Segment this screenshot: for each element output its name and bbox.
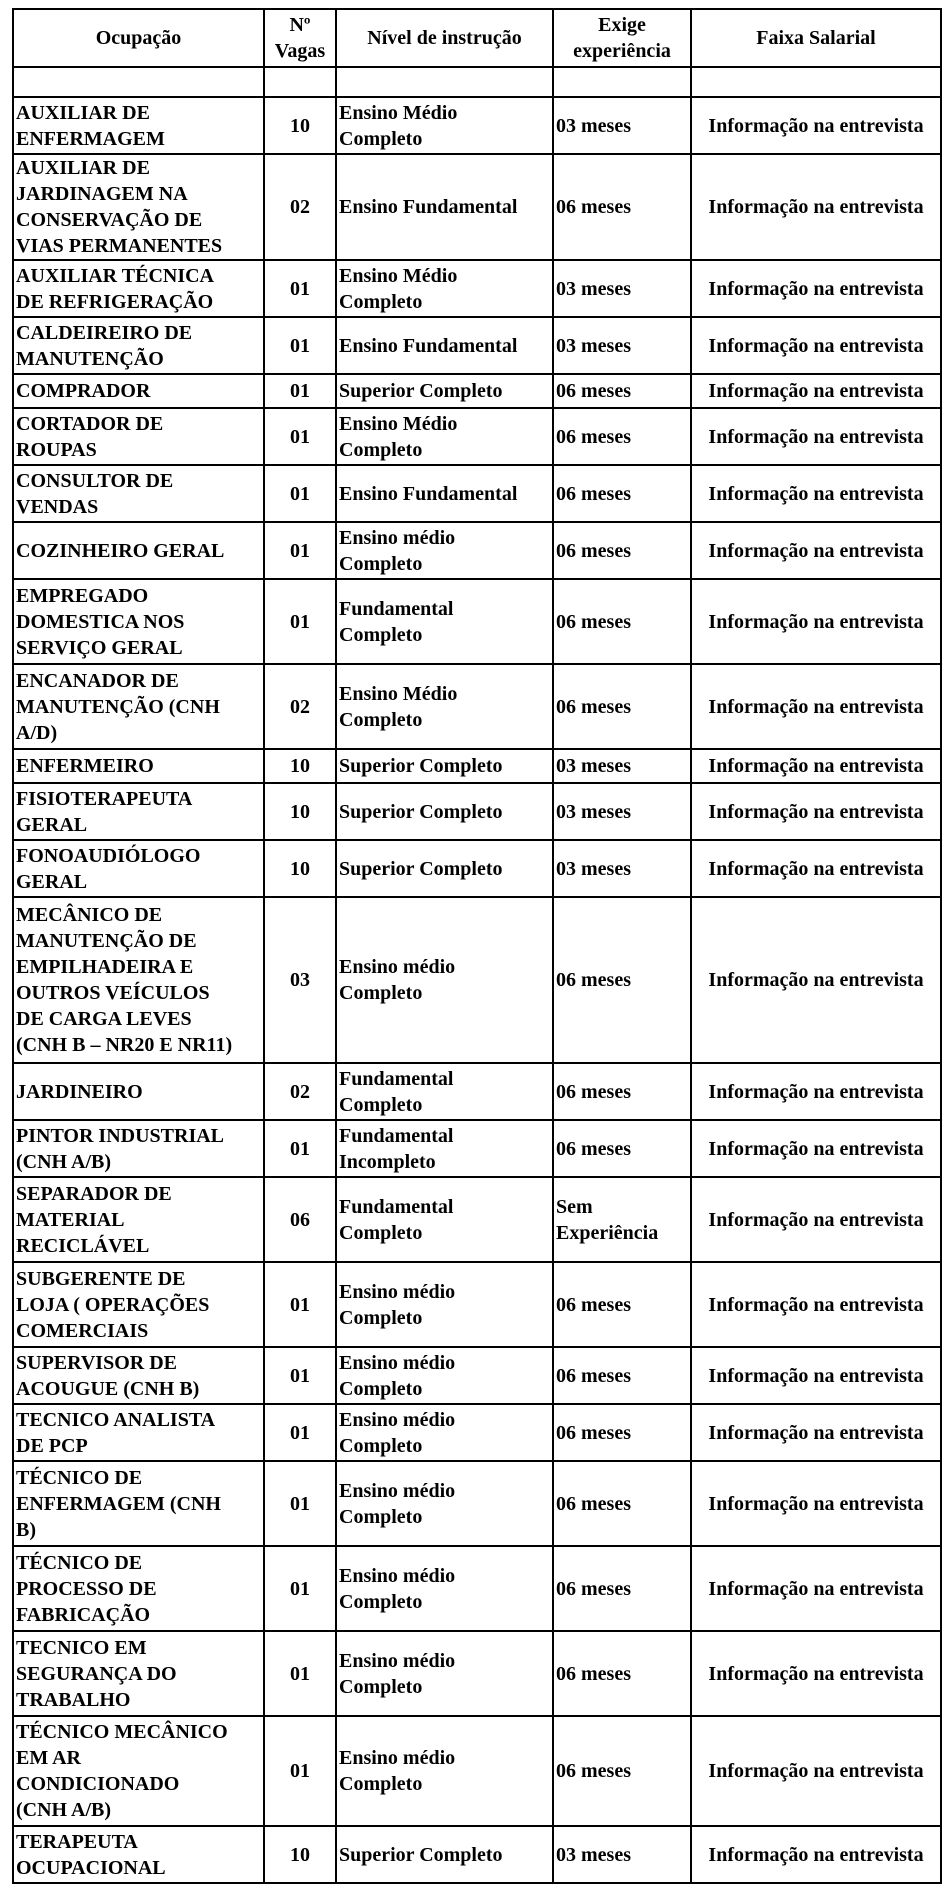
- cell-occupation: [13, 1461, 264, 1546]
- cell-salary: [691, 522, 941, 579]
- cell-salary: [691, 1631, 941, 1716]
- cell-vacancies: [264, 579, 336, 664]
- cell-vacancies-text: 01: [290, 1293, 310, 1316]
- cell-education: [336, 317, 553, 374]
- cell-occupation-text: JARDINEIRO: [16, 1080, 143, 1103]
- cell-experience-text: 06 meses: [556, 1364, 631, 1387]
- cell-salary-text: Informação na entrevista: [708, 277, 924, 300]
- table-row: [13, 1063, 941, 1120]
- table-row: [13, 1262, 941, 1347]
- cell-education-text: Ensino médio Completo: [339, 1479, 456, 1528]
- cell-occupation: [13, 1546, 264, 1631]
- cell-vacancies: [264, 749, 336, 783]
- cell-salary: [691, 154, 941, 260]
- cell-salary: [691, 579, 941, 664]
- cell-education-text: Ensino médio Completo: [339, 1649, 456, 1698]
- cell-experience-text: 03 meses: [556, 334, 631, 357]
- cell-education-text: Ensino médio Completo: [339, 1351, 456, 1400]
- cell-education-text: Superior Completo: [339, 1843, 503, 1866]
- cell-occupation: [13, 1631, 264, 1716]
- cell-education: [336, 408, 553, 465]
- cell-salary: [691, 260, 941, 317]
- cell-salary-text: Informação na entrevista: [708, 1137, 924, 1160]
- cell-experience: [553, 1177, 691, 1262]
- cell-education: [336, 1461, 553, 1546]
- table-row: [13, 664, 941, 749]
- job-vacancies-table: [12, 8, 942, 1884]
- cell-education: [336, 465, 553, 522]
- cell-experience: [553, 1120, 691, 1177]
- cell-occupation-text: TECNICO EM SEGURANÇA DO TRABALHO: [16, 1636, 177, 1711]
- cell-salary: [691, 1063, 941, 1120]
- cell-occupation: [13, 97, 264, 154]
- cell-experience: [553, 1262, 691, 1347]
- cell-salary-text: Informação na entrevista: [708, 1080, 924, 1103]
- cell-salary-text: Informação na entrevista: [708, 334, 924, 357]
- cell-education-text: Ensino Fundamental: [339, 482, 518, 505]
- cell-education: [336, 97, 553, 154]
- cell-occupation-text: FISIOTERAPEUTA GERAL: [16, 787, 193, 836]
- cell-experience-text: 06 meses: [556, 1662, 631, 1685]
- cell-salary-text: Informação na entrevista: [708, 857, 924, 880]
- cell-education: [336, 522, 553, 579]
- cell-occupation: [13, 408, 264, 465]
- cell-salary: [691, 465, 941, 522]
- cell-experience-text: 06 meses: [556, 610, 631, 633]
- cell-experience-text: 06 meses: [556, 1577, 631, 1600]
- cell-occupation: [13, 154, 264, 260]
- cell-vacancies: [264, 154, 336, 260]
- cell-vacancies: [264, 1177, 336, 1262]
- cell-experience: [553, 1063, 691, 1120]
- cell-occupation: [13, 1120, 264, 1177]
- cell-education: [336, 1716, 553, 1826]
- table-row: [13, 317, 941, 374]
- cell-experience: [553, 664, 691, 749]
- cell-vacancies: [264, 1120, 336, 1177]
- cell-vacancies: [264, 840, 336, 897]
- cell-vacancies-text: 01: [290, 425, 310, 448]
- cell-salary-text: Informação na entrevista: [708, 114, 924, 137]
- cell-experience: [553, 579, 691, 664]
- table-body: [13, 67, 941, 1883]
- cell-vacancies: [264, 465, 336, 522]
- header-education: Nível de instrução: [336, 9, 553, 67]
- cell-education: [336, 749, 553, 783]
- cell-salary-text: Informação na entrevista: [708, 539, 924, 562]
- cell-education: [336, 1262, 553, 1347]
- cell-education-text: Fundamental Incompleto: [339, 1124, 454, 1173]
- cell-experience-text: 06 meses: [556, 969, 631, 991]
- cell-experience-text: 06 meses: [556, 695, 631, 718]
- cell-occupation: [13, 522, 264, 579]
- cell-vacancies-text: 01: [290, 539, 310, 562]
- cell-vacancies-text: 02: [290, 695, 310, 718]
- cell-salary: [691, 1461, 941, 1546]
- cell-education-text: Fundamental Completo: [339, 1067, 454, 1116]
- cell-experience: [553, 260, 691, 317]
- cell-occupation-text: SUPERVISOR DE ACOUGUE (CNH B): [16, 1351, 200, 1400]
- cell-occupation: [13, 664, 264, 749]
- cell-vacancies: [264, 260, 336, 317]
- cell-vacancies: [264, 67, 336, 97]
- cell-experience: [553, 154, 691, 260]
- cell-vacancies: [264, 317, 336, 374]
- cell-experience: [553, 408, 691, 465]
- cell-vacancies: [264, 1347, 336, 1404]
- cell-occupation-text: SUBGERENTE DE LOJA ( OPERAÇÕES COMERCIAIS: [16, 1267, 210, 1342]
- cell-occupation: [13, 840, 264, 897]
- cell-occupation: [13, 1262, 264, 1347]
- cell-education-text: Superior Completo: [339, 857, 503, 880]
- header-experience: Exige experiência: [553, 9, 691, 67]
- cell-occupation: [13, 1404, 264, 1461]
- cell-salary-text: Informação na entrevista: [708, 1662, 924, 1685]
- cell-vacancies-text: 01: [290, 1760, 310, 1782]
- cell-education: [336, 840, 553, 897]
- cell-vacancies: [264, 1461, 336, 1546]
- cell-vacancies-text: 01: [290, 1421, 310, 1444]
- cell-education-text: Ensino médio Completo: [339, 1564, 456, 1613]
- cell-salary: [691, 374, 941, 408]
- cell-occupation-text: TÉCNICO DE ENFERMAGEM (CNH B): [16, 1466, 221, 1541]
- cell-salary: [691, 317, 941, 374]
- cell-experience-text: 06 meses: [556, 1421, 631, 1444]
- cell-vacancies: [264, 1546, 336, 1631]
- cell-salary-text: Informação na entrevista: [708, 1208, 924, 1231]
- table-row: [13, 1716, 941, 1826]
- cell-salary-text: Informação na entrevista: [708, 1293, 924, 1316]
- table-header-row: [13, 9, 941, 67]
- table-row: [13, 522, 941, 579]
- cell-salary: [691, 1177, 941, 1262]
- cell-salary: [691, 840, 941, 897]
- cell-experience: [553, 1347, 691, 1404]
- cell-vacancies-text: 10: [290, 800, 310, 823]
- cell-education: [336, 1347, 553, 1404]
- table-row: [13, 579, 941, 664]
- table-row: [13, 154, 941, 260]
- cell-education: [336, 1826, 553, 1883]
- cell-experience-text: 03 meses: [556, 277, 631, 300]
- cell-occupation-text: TERAPEUTA OCUPACIONAL: [16, 1830, 166, 1879]
- cell-experience-text: 06 meses: [556, 1080, 631, 1103]
- table-row: [13, 1826, 941, 1883]
- cell-experience-text: 03 meses: [556, 800, 631, 823]
- table-row: [13, 260, 941, 317]
- cell-salary-text: Informação na entrevista: [708, 1843, 924, 1866]
- cell-education: [336, 1063, 553, 1120]
- cell-education: [336, 1546, 553, 1631]
- table-row: [13, 1461, 941, 1546]
- cell-vacancies: [264, 374, 336, 408]
- cell-education: [336, 374, 553, 408]
- cell-experience: [553, 97, 691, 154]
- cell-salary-text: Informação na entrevista: [708, 755, 924, 777]
- table-row: [13, 840, 941, 897]
- cell-education-text: Ensino médio Completo: [339, 1280, 456, 1329]
- cell-salary-text: Informação na entrevista: [708, 482, 924, 505]
- cell-occupation: [13, 1063, 264, 1120]
- cell-education-text: Ensino Médio Completo: [339, 412, 458, 461]
- cell-salary-text: Informação na entrevista: [708, 1421, 924, 1444]
- cell-experience: [553, 67, 691, 97]
- cell-occupation: [13, 749, 264, 783]
- cell-education: [336, 1404, 553, 1461]
- cell-education-text: Fundamental Completo: [339, 597, 454, 646]
- cell-education-text: Superior Completo: [339, 755, 503, 777]
- cell-vacancies: [264, 1262, 336, 1347]
- table-row: [13, 465, 941, 522]
- cell-occupation-text: COZINHEIRO GERAL: [16, 539, 225, 562]
- cell-experience: [553, 1461, 691, 1546]
- cell-education-text: Ensino médio Completo: [339, 956, 456, 1004]
- cell-salary-text: Informação na entrevista: [708, 196, 924, 218]
- cell-salary: [691, 1262, 941, 1347]
- cell-experience: [553, 840, 691, 897]
- cell-education-text: Ensino Médio Completo: [339, 101, 458, 150]
- cell-experience: [553, 749, 691, 783]
- cell-salary-text: Informação na entrevista: [708, 425, 924, 448]
- cell-experience-text: 03 meses: [556, 857, 631, 880]
- table-row: [13, 374, 941, 408]
- cell-occupation: [13, 783, 264, 840]
- cell-education: [336, 260, 553, 317]
- cell-occupation-text: AUXILIAR DE JARDINAGEM NA CONSERVAÇÃO DE VIAS PERMANENTES: [16, 157, 223, 257]
- cell-occupation-text: SEPARADOR DE MATERIAL RECICLÁVEL: [16, 1182, 172, 1257]
- cell-occupation-text: COMPRADOR: [16, 380, 151, 402]
- cell-vacancies: [264, 783, 336, 840]
- cell-experience-text: 06 meses: [556, 1760, 631, 1782]
- header-salary: Faixa Salarial: [691, 9, 941, 67]
- cell-experience: [553, 522, 691, 579]
- cell-vacancies-text: 01: [290, 610, 310, 633]
- cell-occupation-text: MECÂNICO DE MANUTENÇÃO DE EMPILHADEIRA E OUTROS VEÍCULOS DE CARGA LEVES (CNH B – NR20 E NR11): [16, 904, 233, 1056]
- cell-experience: [553, 897, 691, 1063]
- cell-vacancies-text: 01: [290, 1137, 310, 1160]
- cell-salary: [691, 1404, 941, 1461]
- cell-vacancies-text: 01: [290, 482, 310, 505]
- cell-occupation-text: CONSULTOR DE VENDAS: [16, 469, 174, 518]
- cell-occupation-text: EMPREGADO DOMESTICA NOS SERVIÇO GERAL: [16, 584, 185, 659]
- cell-vacancies-text: 10: [290, 1843, 310, 1866]
- cell-salary: [691, 67, 941, 97]
- cell-occupation: [13, 1716, 264, 1826]
- cell-vacancies: [264, 1826, 336, 1883]
- cell-education: [336, 897, 553, 1063]
- cell-education: [336, 1120, 553, 1177]
- cell-salary: [691, 783, 941, 840]
- header-occupation: Ocupação: [13, 9, 264, 67]
- cell-occupation: [13, 897, 264, 1063]
- cell-experience-text: 03 meses: [556, 755, 631, 777]
- cell-education: [336, 783, 553, 840]
- cell-vacancies-text: 01: [290, 334, 310, 357]
- cell-education-text: Superior Completo: [339, 800, 503, 823]
- cell-vacancies: [264, 897, 336, 1063]
- table-row: [13, 67, 941, 97]
- cell-vacancies: [264, 1716, 336, 1826]
- cell-experience-text: 06 meses: [556, 380, 631, 402]
- header-vacancies: Nº Vagas: [264, 9, 336, 67]
- cell-experience-text: 06 meses: [556, 1293, 631, 1316]
- cell-education-text: Ensino Fundamental: [339, 196, 518, 218]
- cell-salary-text: Informação na entrevista: [708, 1577, 924, 1600]
- cell-occupation: [13, 1347, 264, 1404]
- cell-education: [336, 1631, 553, 1716]
- cell-salary: [691, 97, 941, 154]
- cell-experience-text: 03 meses: [556, 114, 631, 137]
- cell-occupation-text: TECNICO ANALISTA DE PCP: [16, 1408, 216, 1457]
- cell-education: [336, 67, 553, 97]
- cell-salary-text: Informação na entrevista: [708, 695, 924, 718]
- cell-experience: [553, 465, 691, 522]
- cell-education: [336, 1177, 553, 1262]
- cell-occupation: [13, 465, 264, 522]
- table-row: [13, 408, 941, 465]
- cell-vacancies-text: 10: [290, 114, 310, 137]
- cell-occupation-text: CORTADOR DE ROUPAS: [16, 412, 164, 461]
- cell-experience-text: 06 meses: [556, 196, 631, 218]
- table-row: [13, 897, 941, 1063]
- cell-salary: [691, 897, 941, 1063]
- cell-education: [336, 154, 553, 260]
- cell-salary: [691, 408, 941, 465]
- cell-vacancies-text: 03: [290, 969, 310, 991]
- cell-vacancies-text: 02: [290, 196, 310, 218]
- cell-vacancies: [264, 664, 336, 749]
- cell-occupation-text: TÉCNICO DE PROCESSO DE FABRICAÇÃO: [16, 1551, 157, 1626]
- cell-salary-text: Informação na entrevista: [708, 380, 924, 402]
- cell-occupation-text: AUXILIAR DE ENFERMAGEM: [16, 101, 165, 150]
- cell-salary-text: Informação na entrevista: [708, 1760, 924, 1782]
- cell-vacancies-text: 01: [290, 380, 310, 402]
- cell-experience-text: Sem Experiência: [556, 1195, 659, 1244]
- cell-vacancies: [264, 1404, 336, 1461]
- table-row: [13, 1120, 941, 1177]
- cell-experience-text: 06 meses: [556, 1137, 631, 1160]
- cell-experience-text: 06 meses: [556, 1492, 631, 1515]
- table-row: [13, 783, 941, 840]
- cell-education-text: Ensino Médio Completo: [339, 264, 458, 313]
- cell-occupation: [13, 1177, 264, 1262]
- cell-vacancies-text: 01: [290, 1364, 310, 1387]
- table-row: [13, 1404, 941, 1461]
- cell-occupation-text: CALDEIREIRO DE MANUTENÇÃO: [16, 321, 193, 370]
- cell-occupation-text: AUXILIAR TÉCNICA DE REFRIGERAÇÃO: [16, 264, 214, 313]
- table-row: [13, 1546, 941, 1631]
- cell-salary: [691, 1120, 941, 1177]
- cell-salary-text: Informação na entrevista: [708, 969, 924, 991]
- cell-salary: [691, 1347, 941, 1404]
- cell-occupation: [13, 317, 264, 374]
- cell-vacancies: [264, 522, 336, 579]
- cell-experience-text: 06 meses: [556, 539, 631, 562]
- cell-experience: [553, 783, 691, 840]
- cell-vacancies-text: 06: [290, 1208, 310, 1231]
- cell-experience-text: 06 meses: [556, 482, 631, 505]
- cell-education-text: Ensino médio Completo: [339, 1408, 456, 1457]
- cell-occupation: [13, 260, 264, 317]
- cell-occupation-text: FONOAUDIÓLOGO GERAL: [16, 844, 201, 893]
- cell-vacancies-text: 01: [290, 277, 310, 300]
- cell-experience: [553, 1826, 691, 1883]
- cell-salary-text: Informação na entrevista: [708, 1492, 924, 1515]
- cell-vacancies: [264, 97, 336, 154]
- cell-salary-text: Informação na entrevista: [708, 610, 924, 633]
- cell-experience: [553, 317, 691, 374]
- cell-occupation: [13, 579, 264, 664]
- cell-occupation: [13, 374, 264, 408]
- cell-salary: [691, 1826, 941, 1883]
- cell-experience: [553, 1631, 691, 1716]
- cell-occupation-text: TÉCNICO MECÂNICO EM AR CONDICIONADO (CNH A/B): [16, 1721, 228, 1821]
- table-row: [13, 1347, 941, 1404]
- table-row: [13, 1631, 941, 1716]
- cell-education-text: Ensino médio Completo: [339, 1747, 456, 1795]
- cell-occupation-text: PINTOR INDUSTRIAL (CNH A/B): [16, 1124, 225, 1173]
- cell-education: [336, 579, 553, 664]
- cell-salary: [691, 1546, 941, 1631]
- cell-education-text: Ensino Médio Completo: [339, 682, 458, 731]
- table-row: [13, 749, 941, 783]
- cell-vacancies: [264, 408, 336, 465]
- cell-experience-text: 03 meses: [556, 1843, 631, 1866]
- cell-experience: [553, 1546, 691, 1631]
- cell-vacancies: [264, 1631, 336, 1716]
- cell-education-text: Fundamental Completo: [339, 1195, 454, 1244]
- cell-salary: [691, 664, 941, 749]
- cell-vacancies: [264, 1063, 336, 1120]
- cell-vacancies-text: 10: [290, 755, 310, 777]
- cell-occupation-text: ENFERMEIRO: [16, 755, 154, 777]
- cell-education-text: Superior Completo: [339, 380, 503, 402]
- table-row: [13, 1177, 941, 1262]
- cell-vacancies-text: 01: [290, 1492, 310, 1515]
- cell-salary-text: Informação na entrevista: [708, 1364, 924, 1387]
- table-row: [13, 97, 941, 154]
- cell-occupation-text: ENCANADOR DE MANUTENÇÃO (CNH A/D): [16, 669, 220, 744]
- cell-vacancies-text: 01: [290, 1662, 310, 1685]
- cell-occupation: [13, 1826, 264, 1883]
- cell-vacancies-text: 02: [290, 1080, 310, 1103]
- cell-education-text: Ensino médio Completo: [339, 526, 456, 575]
- cell-salary: [691, 1716, 941, 1826]
- cell-occupation: [13, 67, 264, 97]
- cell-salary: [691, 749, 941, 783]
- cell-experience-text: 06 meses: [556, 425, 631, 448]
- cell-salary-text: Informação na entrevista: [708, 800, 924, 823]
- cell-experience: [553, 374, 691, 408]
- cell-education-text: Ensino Fundamental: [339, 334, 518, 357]
- cell-vacancies-text: 01: [290, 1577, 310, 1600]
- cell-education: [336, 664, 553, 749]
- cell-vacancies-text: 10: [290, 857, 310, 880]
- cell-experience: [553, 1404, 691, 1461]
- cell-experience: [553, 1716, 691, 1826]
